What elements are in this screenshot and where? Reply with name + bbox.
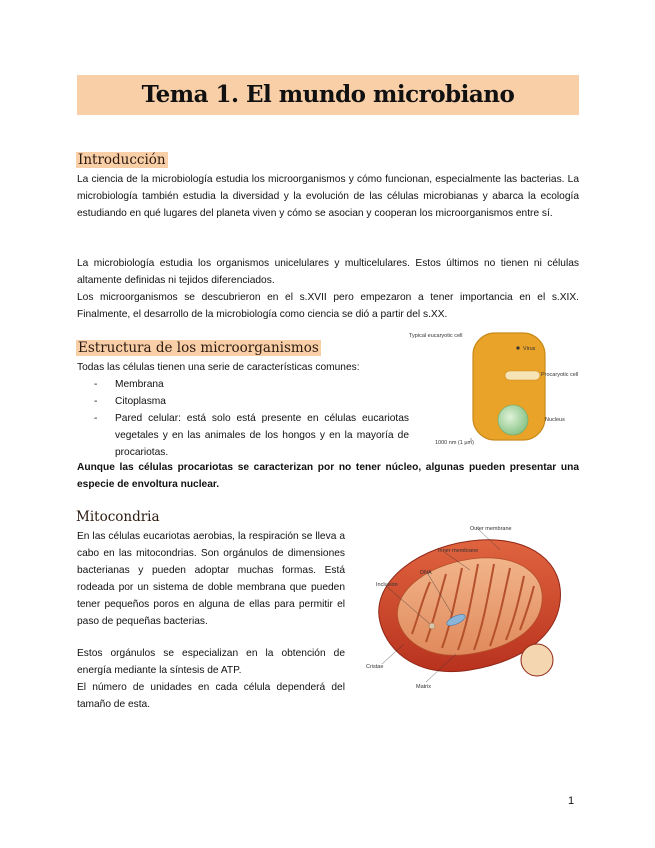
label-matrix: Matrix <box>416 684 431 690</box>
label-inclusion: Inclusion <box>376 582 398 588</box>
intro-paragraph-3: Los microorganismos se descubrieron en el s.XVII pero empezaron a tener importancia en el s.XIX. Finalmente, el desarrollo de la microbiología como ciencia se dió a partir del s.XX. <box>77 292 579 320</box>
virus-dot <box>516 346 519 349</box>
characteristics-list <box>77 376 409 461</box>
label-dna: DNA <box>420 570 432 576</box>
estructura-lead: Todas las células tienen una serie de características comunes: <box>77 362 360 373</box>
title-banner <box>77 75 579 115</box>
mitochondrion-figure <box>360 522 580 692</box>
label-procaryotic: Procaryotic cell <box>541 372 579 378</box>
heading-introduccion: Introducción <box>78 152 166 168</box>
intro-paragraph-2: La microbiología estudia los organismos unicelulares y multicelulares. Estos últimos no tienen ni células altamente definidas ni tejidos diferenciados. <box>77 258 579 286</box>
intro-paragraph-1: La ciencia de la microbiología estudia los microorganismos y cómo funcionan, especialmente las bacterias. La microbiología también estudia la diversidad y la evolución de las células microbianas y abarca la ecología estudiando en qué lugares del planeta viven y cómo se asocian y cooperan los microorganismos entre sí. <box>77 174 579 219</box>
label-cristae: Cristae <box>366 664 384 670</box>
label-virus: Virus <box>523 346 536 352</box>
membrane-detail-circle <box>521 644 553 676</box>
page-number: 1 <box>568 795 575 807</box>
mitocondria-paragraph-2: Estos orgánulos se especializan en la obtención de energía mediante la síntesis de ATP. <box>77 648 345 676</box>
estructura-note: Aunque las células procariotas se caracterizan por no tener núcleo, algunas pueden presentar una especie de envoltura nuclear. <box>77 462 579 490</box>
label-nucleus: Nucleus <box>545 417 565 423</box>
list-item: - Membrana <box>94 379 164 390</box>
list-item: - Pared celular: está solo está presente en células eucariotas vegetales y en las animales de los hongos y en la mayoría de procariotas. <box>94 413 409 458</box>
mitocondria-paragraph-3: El número de unidades en cada célula dependerá del tamaño de esta. <box>77 682 345 710</box>
figure-caption: Typical eucaryotic cell <box>409 333 463 339</box>
label-scale: 1000 nm (1 μm) <box>435 440 474 446</box>
cell-size-figure <box>405 328 581 448</box>
mitocondria-paragraph-1: En las células eucariotas aerobias, la respiración se lleva a cabo en las mitocondrias. Son orgánulos de dimensiones bacterianas y pueden adoptar muchas formas. Está rodeada por un sistema de doble membrana que pueden tener pequeños poros en alguna de ellas para permitir el paso de pequeñas bacterias. <box>77 531 345 627</box>
heading-estructura: Estructura de los microorganismos <box>78 340 319 356</box>
page-title: Tema 1. El mundo microbiano <box>141 81 515 108</box>
label-outer-membrane: Outer membrane <box>470 526 512 532</box>
procaryotic-cell-shape <box>505 371 540 380</box>
label-inner-membrane: Inner membrane <box>438 548 479 554</box>
nucleus-shape <box>498 405 528 435</box>
list-item: - Citoplasma <box>94 396 166 407</box>
heading-mitocondria: Mitocondria <box>76 509 160 525</box>
